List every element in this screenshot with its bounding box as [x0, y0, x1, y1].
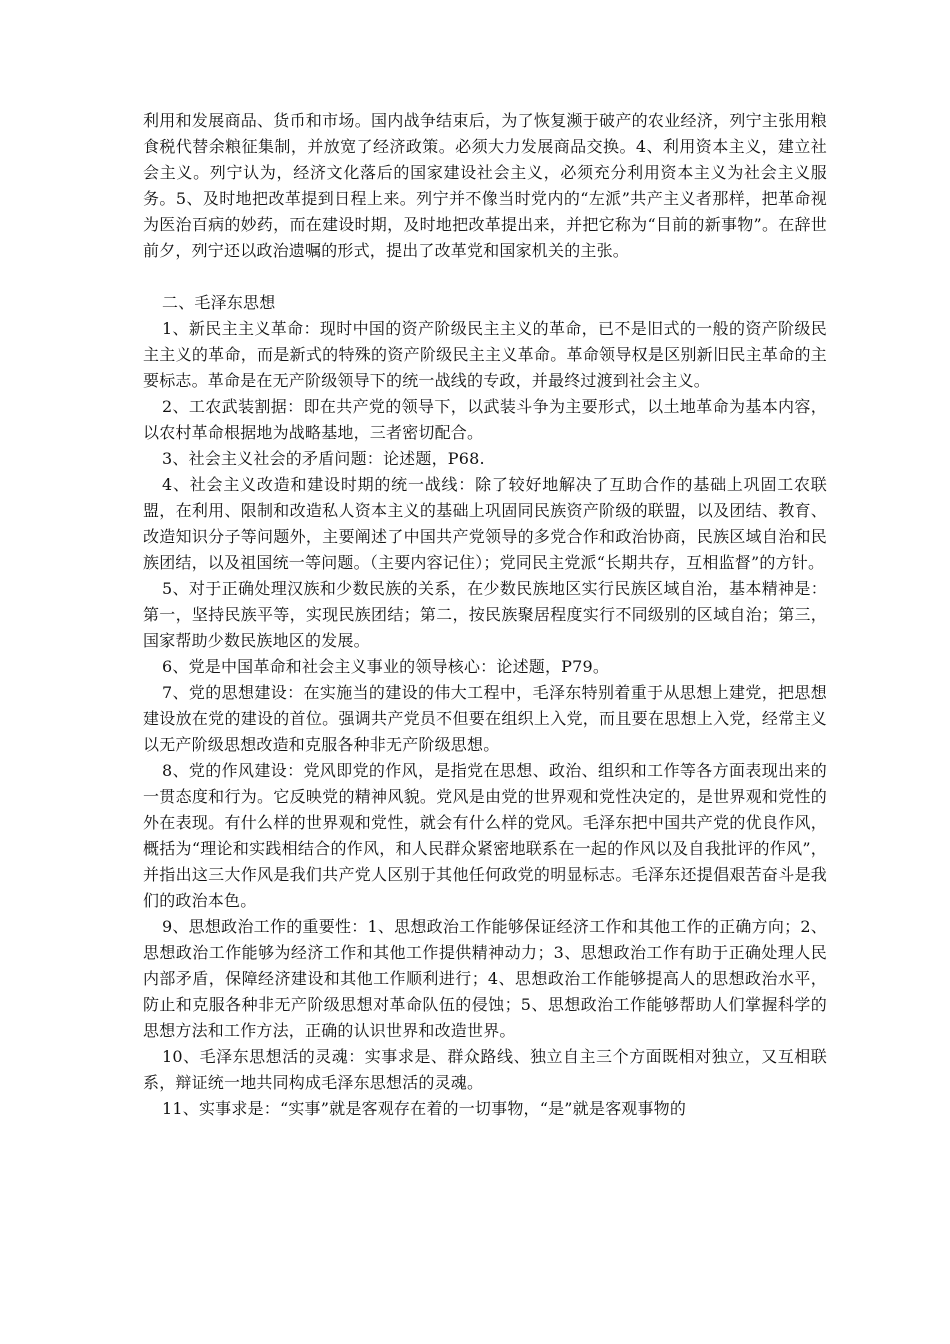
item-paragraph: 2、工农武装割据：即在共产党的领导下，以武装斗争为主要形式，以土地革命为基本内容，以农村革命根据地为战略基地，三者密切配合。: [143, 397, 827, 442]
item-paragraph: 7、党的思想建设：在实施当的建设的伟大工程中，毛泽东特别着重于从思想上建党，把思想建设放在党的建设的首位。强调共产党员不但要在组织上入党，而且要在思想上入党，经常主义以无产阶级思想改造和克服各种非无产阶级思想。: [143, 683, 827, 754]
intro-paragraph: 利用和发展商品、货币和市场。国内战争结束后，为了恢复濒于破产的农业经济，列宁主张用粮食税代替余粮征集制，并放宽了经济政策。必须大力发展商品交换。4、利用资本主义，建立社会主义。列宁认为，经济文化落后的国家建设社会主义，必须充分利用资本主义为社会主义服务。5、及时地把改革提到日程上来。列宁并不像当时党内的“左派”共产主义者那样，把革命视为医治百病的妙药，而在建设时期，及时地把改革提出来，并把它称为“目前的新事物”。在辞世前夕，列宁还以政治遗嘱的形式，提出了改革党和国家机关的主张。: [143, 111, 827, 260]
item-paragraph: 8、党的作风建设：党风即党的作风，是指党在思想、政治、组织和工作等各方面表现出来的一贯态度和行为。它反映党的精神风貌。党风是由党的世界观和党性决定的，是世界观和党性的外在表现。有什么样的世界观和党性，就会有什么样的党风。毛泽东把中国共产党的优良作风，概括为“理论和实践相结合的作风，和人民群众紧密地联系在一起的作风以及自我批评的作风”，并指出这三大作风是我们共产党人区别于其他任何政党的明显标志。毛泽东还提倡艰苦奋斗是我们的政治本色。: [143, 761, 827, 910]
item-paragraph: 11、实事求是：“实事”就是客观存在着的一切事物，“是”就是客观事物的: [162, 1099, 687, 1118]
item-paragraph: 3、社会主义社会的矛盾问题：论述题，P68.: [162, 449, 485, 468]
item-paragraph: 4、社会主义改造和建设时期的统一战线：除了较好地解决了互助合作的基础上巩固工农联盟，在利用、限制和改造私人资本主义的基础上巩固同民族资产阶级的联盟，以及团结、教育、改造知识分子等问题外，主要阐述了中国共产党领导的多党合作和政治协商，民族区域自治和民族团结，以及祖国统一等问题。（主要内容记住）；党同民主党派“长期共存，互相监督”的方针。: [143, 475, 827, 572]
item-paragraph: 5、对于正确处理汉族和少数民族的关系，在少数民族地区实行民族区域自治，基本精神是：第一，坚持民族平等，实现民族团结；第二，按民族聚居程度实行不同级别的区域自治；第三，国家帮助少数民族地区的发展。: [143, 579, 827, 650]
item-paragraph: 9、思想政治工作的重要性：1、思想政治工作能够保证经济工作和其他工作的正确方向；2、思想政治工作能够为经济工作和其他工作提供精神动力；3、思想政治工作有助于正确处理人民内部矛盾，保障经济建设和其他工作顺利进行；4、思想政治工作能够提高人的思想政治水平，防止和克服各种非无产阶级思想对革命队伍的侵蚀；5、思想政治工作能够帮助人们掌握科学的思想方法和工作方法，正确的认识世界和改造世界。: [143, 917, 827, 1040]
item-paragraph: 1、新民主主义革命：现时中国的资产阶级民主主义的革命，已不是旧式的一般的资产阶级民主主义的革命，而是新式的特殊的资产阶级民主主义革命。革命领导权是区别新旧民主革命的主要标志。革命是在无产阶级领导下的统一战线的专政，并最终过渡到社会主义。: [143, 319, 827, 390]
document-body: [143, 108, 827, 1122]
item-paragraph: 10、毛泽东思想活的灵魂：实事求是、群众路线、独立自主三个方面既相对独立，又互相联系，辩证统一地共同构成毛泽东思想活的灵魂。: [143, 1047, 827, 1092]
item-paragraph: 6、党是中国革命和社会主义事业的领导核心：论述题，P79。: [162, 657, 610, 676]
section-heading: 二、毛泽东思想: [162, 293, 276, 312]
